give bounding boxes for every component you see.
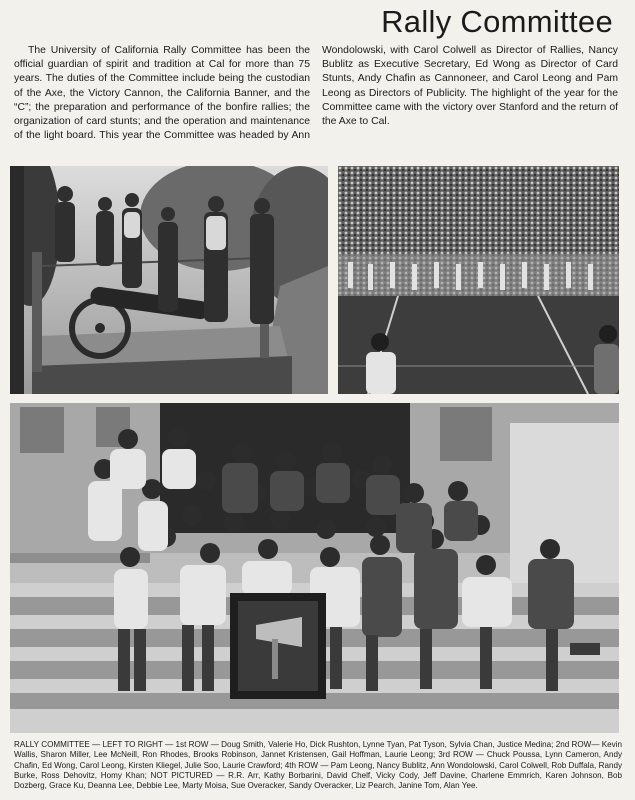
stadium-photo (338, 166, 619, 394)
intro-text-block (14, 44, 618, 143)
intro-paragraph: The University of California Rally Committee has been the official guardian of spirit and tradition at Cal for more than 75 years. The duties of the Committee include being the custodian of the Axe, the Victory Cannon, the California Banner, and the “C”; the preparation and performance of the bonfire rallies; the organization of card stunts; and the operation and maintenance of the light board. This year the Committee was headed by Ann Wondolowski, with Carol Colwell as Director of Rallies, Nancy Bublitz as Executive Secretary, Ed Wong as Director of Card Stunts, Andy Chafin as Cannoneer, and Carol Leong and Pam Leong as Directors of Publicity. The highlight of the year for the Committee came with the victory over Stanford and the return of the Axe to Cal. (14, 45, 618, 142)
page-title: Rally Committee (381, 4, 613, 39)
group-photo (10, 403, 619, 733)
cannon-photo (10, 166, 328, 394)
photo-caption: RALLY COMMITTEE — LEFT TO RIGHT — 1st ROW — Doug Smith, Valerie Ho, Dick Rushton, Lynne Tyan, Pat Tyson, Sylvia Chan, Justice Medina; 2nd ROW— Kevin Wallis, Sharon Miller, Lee McNeill, Ron Rhodes, Brooks Robinson, Jannet Kristensen, Gail Hoffman, Laurie Leong; 3rd ROW — Chuck Poussa, Lynn Cameron, Andy Chafin, Ed Wong, Carol Leong, Kirsten Kliegel, Julie Soo, Laurie Crawford; 4th ROW — Pam Leong, Nancy Bublitz, Ann Wondolowski, Carol Colwell, Rob Duffala, Randy Burke, Ross Dehovitz, Homy Khan; NOT PICTURED — R.R. Arr, Kathy Borbarini, David Chelf, Vicky Cody, Jeff Davine, Charlene Emmrich, Karen Johnson, Bob Dozberg, Grace Ku, Deanna Lee, Debbie Lee, Marty Moisa, Sue Overacker, Sandy Overacker, Liz Pearch, Janine Tom, Alan Yee. (14, 740, 622, 791)
